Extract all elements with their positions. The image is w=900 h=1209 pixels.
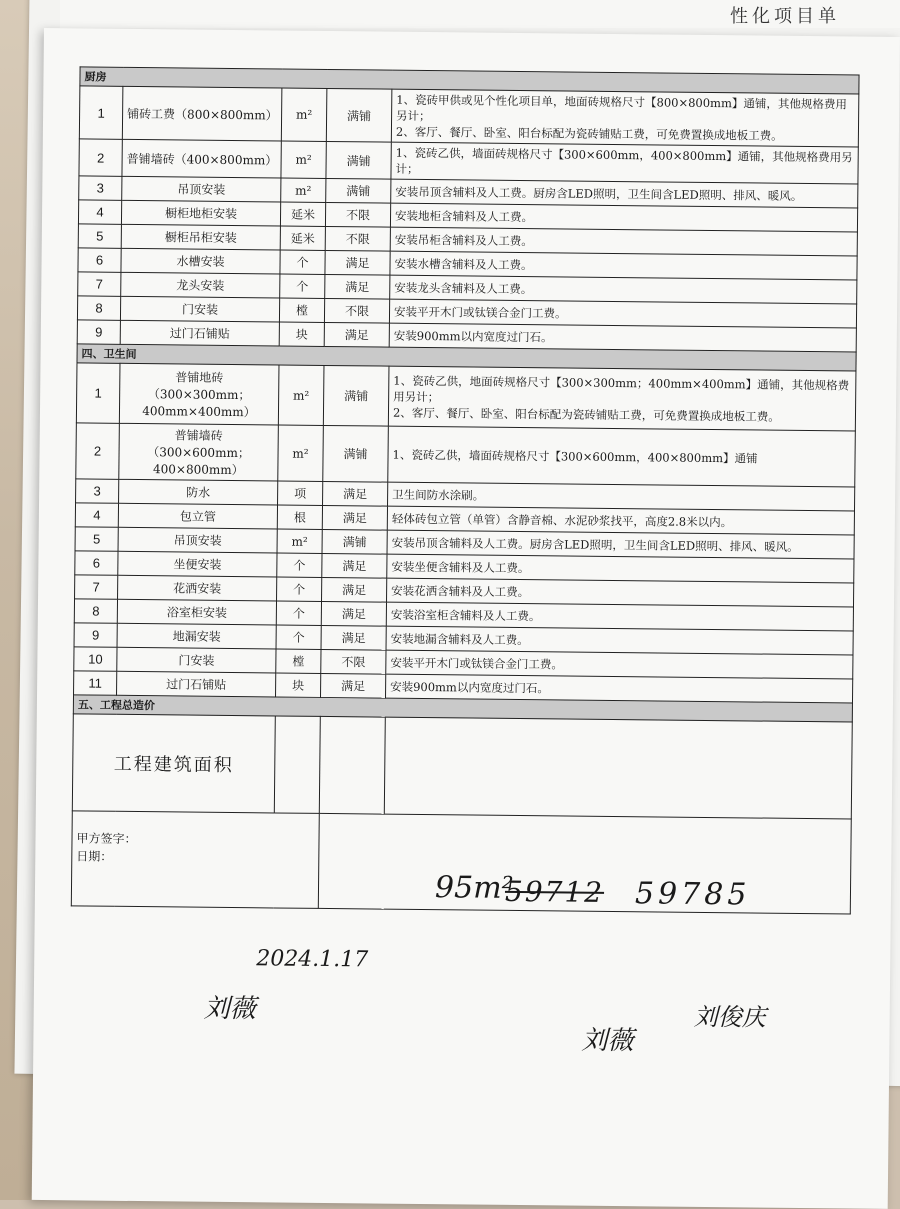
item-quantity: 满铺 (322, 529, 387, 554)
item-name: 普铺地砖（300×300mm；400mm×400mm） (119, 363, 279, 425)
row-number: 6 (78, 248, 121, 272)
row-number: 11 (74, 671, 117, 695)
item-unit: m² (281, 141, 326, 178)
item-unit: 个 (277, 577, 322, 601)
item-quantity: 满足 (322, 577, 387, 602)
item-quantity: 满铺 (326, 88, 392, 142)
item-description: 安装平开木门或钛镁合金门工费。 (389, 299, 856, 328)
item-description: 1、瓷砖甲供或见个性化项目单，地面砖规格尺寸【800×800mm】通铺，其他规格费用另计； 2、客厅、餐厅、卧室、阳台标配为瓷砖铺贴工费，可免费置换成地板工费。 (391, 89, 859, 147)
item-unit: 个 (277, 553, 322, 577)
table-row (79, 86, 859, 147)
item-description: 安装坐便含辅料及人工费。 (387, 554, 854, 583)
item-unit: 樘 (279, 298, 324, 322)
item-unit: 个 (280, 274, 325, 298)
row-number: 10 (74, 647, 117, 671)
item-name: 龙头安装 (121, 272, 280, 298)
item-unit: 个 (280, 250, 325, 274)
item-description: 安装花洒含辅料及人工费。 (387, 578, 854, 607)
item-unit: 樘 (276, 649, 321, 673)
item-name: 地漏安装 (117, 623, 276, 649)
item-description: 安装浴室柜含辅料及人工费。 (386, 602, 853, 631)
row-number: 8 (77, 296, 120, 320)
section-header-bathroom: 四、卫生间 (77, 344, 856, 371)
item-quantity: 满足 (321, 673, 386, 698)
item-unit: 项 (278, 481, 323, 505)
row-number: 2 (79, 139, 122, 176)
item-description: 安装地柜含辅料及人工费。 (390, 203, 857, 232)
item-unit: 块 (276, 673, 321, 697)
item-description: 安装900mm以内宽度过门石。 (389, 323, 856, 352)
row-number: 8 (74, 599, 117, 623)
row-number: 5 (75, 527, 118, 551)
item-unit: m² (278, 425, 324, 481)
row-number: 6 (75, 551, 118, 575)
total-price-cell (384, 717, 852, 819)
date-label: 日期： (76, 849, 113, 864)
item-name: 门安装 (120, 296, 279, 322)
item-name: 铺砖工费（800×800mm） (122, 86, 282, 141)
item-description: 轻体砖包立管（单管）含静音棉、水泥砂浆找平，高度2.8米以内。 (387, 506, 854, 535)
item-description: 安装吊顶含辅料及人工费。厨房含LED照明，卫生间含LED照明、排风、暖风。 (391, 179, 858, 208)
date-handwritten: 2024.1.17 (256, 946, 369, 973)
row-number: 5 (78, 224, 121, 248)
document-page (32, 28, 900, 1209)
row-number: 7 (78, 272, 121, 296)
item-description: 1、瓷砖乙供，墙面砖规格尺寸【300×600mm，400×800mm】通铺，其他规格费用另计； (391, 142, 858, 184)
item-quantity: 满足 (325, 250, 390, 275)
item-quantity: 满足 (324, 322, 389, 347)
row-number: 9 (74, 623, 117, 647)
item-name: 过门石铺贴 (117, 671, 276, 697)
item-unit: m² (281, 178, 326, 202)
item-name: 吊顶安装 (122, 176, 281, 202)
extra-signature-1: 刘薇 (581, 1025, 634, 1057)
top-sheet-edge (60, 0, 900, 28)
item-quantity: 不限 (324, 298, 389, 323)
row-number: 7 (75, 575, 118, 599)
item-description: 安装吊顶含辅料及人工费。厨房含LED照明，卫生间含LED照明、排风、暖风。 (387, 530, 854, 559)
item-quantity: 满铺 (323, 425, 389, 482)
item-name: 花洒安装 (118, 575, 277, 601)
item-quantity: 不限 (325, 202, 390, 227)
item-unit: 延米 (280, 202, 325, 226)
item-name: 普铺墙砖（400×800mm） (122, 139, 281, 178)
item-name: 包立管 (118, 503, 277, 529)
row-number: 1 (76, 363, 120, 423)
item-unit: 根 (277, 505, 322, 529)
item-name: 水槽安装 (121, 248, 280, 274)
item-quantity: 满足 (322, 553, 387, 578)
total-area-label: 工程建筑面积 (72, 714, 275, 813)
item-name: 普铺墙砖（300×600mm；400×800mm） (119, 423, 279, 481)
item-unit: m² (278, 365, 324, 425)
table-row (76, 363, 856, 431)
item-quantity: 满铺 (323, 365, 389, 426)
item-description: 安装吊柜含辅料及人工费。 (390, 227, 857, 256)
item-unit: 个 (276, 625, 321, 649)
item-name: 门安装 (117, 647, 276, 673)
item-description: 安装900mm以内宽度过门石。 (386, 674, 853, 703)
total-area-row (72, 714, 852, 819)
item-quantity: 不限 (321, 649, 386, 674)
total-area-cell (319, 716, 385, 814)
item-description: 安装龙头含辅料及人工费。 (390, 275, 857, 304)
item-description: 安装地漏含辅料及人工费。 (386, 626, 853, 655)
item-quantity: 满足 (322, 505, 387, 530)
item-name: 吊顶安装 (118, 527, 277, 553)
section-header-kitchen: 厨房 (80, 67, 859, 94)
row-number: 4 (78, 200, 121, 224)
item-description: 1、瓷砖乙供，墙面砖规格尺寸【300×600mm，400×800mm】通铺 (388, 426, 856, 487)
total-empty-cell (274, 716, 320, 813)
signature-handwritten: 刘薇 (203, 993, 256, 1025)
item-name: 坐便安装 (118, 551, 277, 577)
item-name: 过门石铺贴 (120, 320, 279, 346)
item-quantity: 满铺 (326, 178, 391, 203)
price-struck-handwritten: 59712 (504, 874, 605, 909)
item-quantity: 不限 (325, 226, 390, 251)
sign-label: 甲方签字： (76, 831, 137, 847)
price-final-handwritten: 59785 (634, 876, 751, 913)
item-quantity: 满足 (321, 625, 386, 650)
item-quantity: 满足 (321, 601, 386, 626)
item-unit: m² (277, 529, 322, 553)
item-description: 安装水槽含辅料及人工费。 (390, 251, 857, 280)
row-number: 3 (76, 479, 119, 503)
item-quantity: 满铺 (326, 141, 391, 179)
item-description: 卫生间防水涂刷。 (388, 482, 855, 511)
item-unit: 个 (276, 601, 321, 625)
item-unit: 块 (279, 322, 324, 346)
item-quantity: 满足 (323, 481, 388, 506)
signature-cell (71, 811, 319, 909)
item-description: 1、瓷砖乙供，地面砖规格尺寸【300×300mm；400mm×400mm】通铺，其他规格费用另计； 2、客厅、餐厅、卧室、阳台标配为瓷砖铺贴工费，可免费置换成地板工费。 (388, 366, 856, 431)
item-quantity: 满足 (325, 274, 390, 299)
item-unit: 延米 (280, 226, 325, 250)
section-header-total: 五、工程总造价 (73, 695, 852, 722)
row-number: 1 (79, 86, 123, 139)
item-unit: m² (281, 88, 327, 141)
header-fragment: 性化项目单 (730, 6, 840, 27)
item-name: 橱柜地柜安装 (121, 200, 280, 226)
item-name: 橱柜吊柜安装 (121, 224, 280, 250)
quote-table (71, 66, 860, 914)
table-row (76, 423, 856, 487)
row-number: 3 (79, 176, 122, 200)
item-name: 浴室柜安装 (117, 599, 276, 625)
area-handwritten: 95m² (434, 870, 514, 906)
item-name: 防水 (119, 479, 278, 505)
extra-signature-2: 刘俊庆 (693, 1002, 766, 1032)
row-number: 9 (77, 320, 120, 344)
row-number: 4 (75, 503, 118, 527)
row-number: 2 (76, 423, 120, 479)
item-description: 安装平开木门或钛镁合金门工费。 (386, 650, 853, 679)
